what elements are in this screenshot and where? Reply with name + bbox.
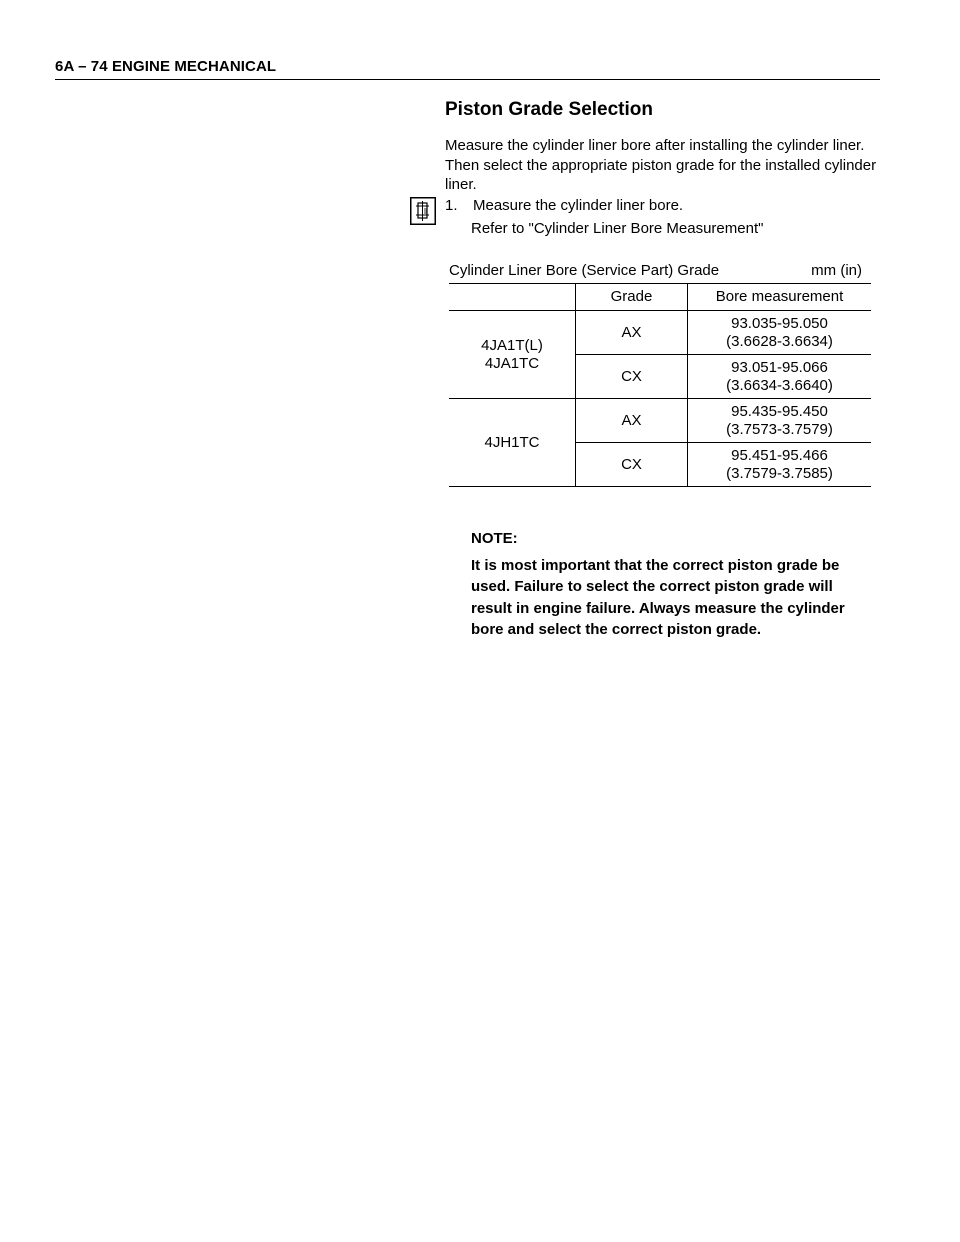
step-number: 1. xyxy=(445,197,458,214)
intro-paragraph: Measure the cylinder liner bore after installing the cylinder liner. Then select the appropriate piston grade for the installed cylinder liner. xyxy=(445,137,877,193)
grade-cell: CX xyxy=(576,443,688,487)
header-grade: Grade xyxy=(576,284,688,311)
bore-mm: 95.451-95.466 xyxy=(731,446,828,464)
bore-cell xyxy=(688,311,872,355)
engine-cell xyxy=(449,311,576,399)
bore-cell xyxy=(688,355,872,399)
bore-in: (3.6628-3.6634) xyxy=(726,332,833,350)
header-bore: Bore measurement xyxy=(688,284,872,311)
table-unit: mm (in) xyxy=(811,262,862,279)
step-text: Measure the cylinder liner bore. xyxy=(473,197,684,214)
bore-mm: 93.035-95.050 xyxy=(731,314,828,332)
table-row xyxy=(449,399,871,443)
grade-cell: CX xyxy=(576,355,688,399)
bore-mm: 95.435-95.450 xyxy=(731,402,828,420)
table-caption xyxy=(449,262,862,279)
bore-in: (3.7573-3.7579) xyxy=(726,420,833,438)
bore-in: (3.6634-3.6640) xyxy=(726,376,833,394)
step-reference: Refer to "Cylinder Liner Bore Measurement" xyxy=(471,220,764,237)
measure-tool-icon xyxy=(410,197,436,225)
engine-cell xyxy=(449,399,576,487)
grade-cell: AX xyxy=(576,311,688,355)
table-header-row xyxy=(449,284,871,311)
bore-cell xyxy=(688,443,872,487)
table-row xyxy=(449,311,871,355)
page-header: 6A – 74 ENGINE MECHANICAL xyxy=(55,58,880,80)
section-title: Piston Grade Selection xyxy=(445,99,653,120)
bore-mm: 93.051-95.066 xyxy=(731,358,828,376)
piston-grade-table xyxy=(449,283,871,487)
note-title: NOTE: xyxy=(471,530,518,547)
engine-model: 4JA1T(L) xyxy=(481,336,543,354)
bore-in: (3.7579-3.7585) xyxy=(726,464,833,482)
note-text: It is most important that the correct piston grade be used. Failure to select the correct piston grade will result in engine failure. Always measure the cylinder bore and select the correct piston grade. xyxy=(471,556,845,638)
bore-cell xyxy=(688,399,872,443)
engine-model: 4JA1TC xyxy=(484,354,540,372)
engine-model: 4JH1TC xyxy=(484,433,540,451)
table-caption-title: Cylinder Liner Bore (Service Part) Grade xyxy=(449,262,720,279)
grade-cell: AX xyxy=(576,399,688,443)
header-engine xyxy=(449,284,576,311)
note-block xyxy=(471,528,871,641)
step-1 xyxy=(445,196,763,239)
